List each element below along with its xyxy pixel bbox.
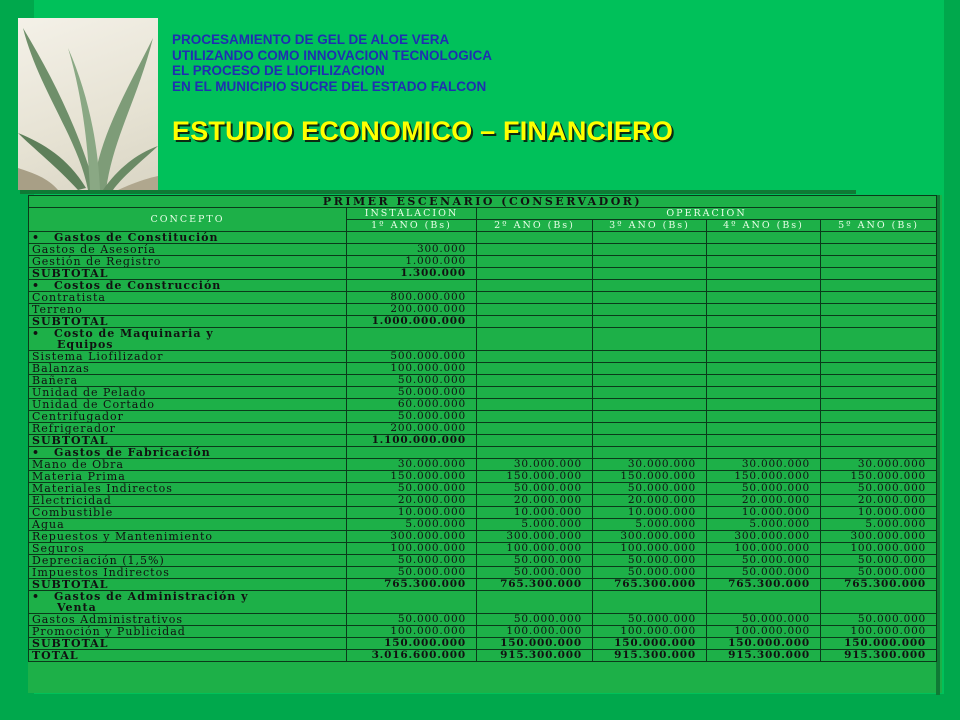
cell-operacion-year-2: 10.000.000: [477, 507, 593, 519]
cell-operacion-year-2: 150.000.000: [477, 638, 593, 650]
table-row: [29, 531, 937, 543]
cell-operacion-year-2: [477, 328, 593, 351]
cell-instalacion: 100.000.000: [347, 543, 477, 555]
cell-instalacion: 800.000.000: [347, 292, 477, 304]
cell-operacion-year-4: [707, 447, 821, 459]
cell-operacion-year-2: [477, 351, 593, 363]
cell-operacion-year-4: 50.000.000: [707, 483, 821, 495]
section-label: Gastos de Fabricación: [54, 446, 211, 459]
row-concept: Gastos de Asesoría: [29, 244, 347, 256]
cell-operacion-year-3: 915.300.000: [593, 650, 707, 662]
cell-operacion-year-2: [477, 363, 593, 375]
row-concept: [29, 328, 347, 351]
table-row: [29, 555, 937, 567]
aloe-vera-photo: [18, 18, 158, 190]
cell-operacion-year-2: [477, 280, 593, 292]
row-concept: Promoción y Publicidad: [29, 626, 347, 638]
cell-operacion-year-3: [593, 363, 707, 375]
cell-operacion-year-4: [707, 435, 821, 447]
section-label-continued: Equipos: [57, 338, 114, 351]
row-concept: Impuestos Indirectos: [29, 567, 347, 579]
cell-operacion-year-5: [821, 328, 937, 351]
row-concept: SUBTOTAL: [29, 435, 347, 447]
cell-operacion-year-3: [593, 328, 707, 351]
cell-operacion-year-4: [707, 304, 821, 316]
cell-operacion-year-5: 20.000.000: [821, 495, 937, 507]
table-row: [29, 351, 937, 363]
cell-operacion-year-4: 150.000.000: [707, 471, 821, 483]
table-row: [29, 567, 937, 579]
table-row: [29, 459, 937, 471]
cell-operacion-year-5: [821, 268, 937, 280]
cell-operacion-year-4: 50.000.000: [707, 614, 821, 626]
cell-operacion-year-3: [593, 387, 707, 399]
cell-operacion-year-5: [821, 411, 937, 423]
cell-operacion-year-3: [593, 435, 707, 447]
cell-operacion-year-4: [707, 328, 821, 351]
cell-instalacion: 20.000.000: [347, 495, 477, 507]
cell-operacion-year-4: 765.300.000: [707, 579, 821, 591]
cell-operacion-year-5: [821, 399, 937, 411]
table-row: [29, 399, 937, 411]
header-operacion: OPERACION: [477, 208, 937, 220]
cell-operacion-year-3: [593, 292, 707, 304]
cell-operacion-year-2: 100.000.000: [477, 626, 593, 638]
table-row: [29, 483, 937, 495]
cell-instalacion: 50.000.000: [347, 614, 477, 626]
table-row: [29, 495, 937, 507]
table-top-shadow: [20, 190, 856, 194]
financial-table: [28, 195, 937, 662]
cell-operacion-year-3: 100.000.000: [593, 543, 707, 555]
cell-operacion-year-4: [707, 351, 821, 363]
table-row: [29, 304, 937, 316]
header-year-3: 3º AÑO (Bs): [593, 220, 707, 232]
cell-instalacion: 50.000.000: [347, 483, 477, 495]
row-concept: Sistema Liofilizador: [29, 351, 347, 363]
row-concept: SUBTOTAL: [29, 638, 347, 650]
cell-operacion-year-4: [707, 232, 821, 244]
table-row: [29, 244, 937, 256]
cell-operacion-year-5: [821, 292, 937, 304]
row-concept: Combustible: [29, 507, 347, 519]
cell-operacion-year-5: [821, 351, 937, 363]
cell-instalacion: 100.000.000: [347, 626, 477, 638]
cell-instalacion: 3.016.600.000: [347, 650, 477, 662]
cell-operacion-year-4: [707, 411, 821, 423]
cell-operacion-year-5: [821, 387, 937, 399]
cell-operacion-year-5: [821, 591, 937, 614]
section-label-continued: Venta: [57, 601, 97, 614]
row-concept: Balanzas: [29, 363, 347, 375]
background-stripe-bottom: [0, 694, 960, 720]
bullet-icon: •: [32, 590, 41, 603]
table-row: [29, 387, 937, 399]
cell-operacion-year-3: [593, 447, 707, 459]
cell-operacion-year-5: [821, 244, 937, 256]
cell-operacion-year-3: [593, 399, 707, 411]
row-concept: Electricidad: [29, 495, 347, 507]
cell-instalacion: 1.000.000: [347, 256, 477, 268]
cell-operacion-year-5: [821, 363, 937, 375]
header-year-1: 1º AÑO (Bs): [347, 220, 477, 232]
cell-operacion-year-3: 10.000.000: [593, 507, 707, 519]
page-title: ESTUDIO ECONOMICO – FINANCIERO: [172, 116, 674, 146]
cell-operacion-year-4: 300.000.000: [707, 531, 821, 543]
cell-operacion-year-3: 50.000.000: [593, 555, 707, 567]
row-concept: Unidad de Cortado: [29, 399, 347, 411]
cell-operacion-year-5: 50.000.000: [821, 567, 937, 579]
cell-operacion-year-4: [707, 256, 821, 268]
cell-operacion-year-5: 30.000.000: [821, 459, 937, 471]
cell-operacion-year-2: 50.000.000: [477, 483, 593, 495]
header-instalacion: INSTALACION: [347, 208, 477, 220]
cell-operacion-year-3: [593, 591, 707, 614]
cell-operacion-year-4: 50.000.000: [707, 567, 821, 579]
cell-operacion-year-2: [477, 316, 593, 328]
table-row: [29, 375, 937, 387]
cell-instalacion: 500.000.000: [347, 351, 477, 363]
table-row: [29, 435, 937, 447]
section-label: Gastos de Administración y: [54, 590, 249, 603]
cell-operacion-year-4: [707, 375, 821, 387]
cell-operacion-year-5: 5.000.000: [821, 519, 937, 531]
cell-operacion-year-3: 150.000.000: [593, 638, 707, 650]
header-line-1: PROCESAMIENTO DE GEL DE ALOE VERA: [172, 32, 450, 47]
cell-operacion-year-2: [477, 447, 593, 459]
cell-operacion-year-3: 50.000.000: [593, 567, 707, 579]
cell-operacion-year-3: 5.000.000: [593, 519, 707, 531]
cell-operacion-year-3: [593, 351, 707, 363]
table-header-row: [29, 208, 937, 220]
cell-operacion-year-2: [477, 591, 593, 614]
cell-operacion-year-4: 20.000.000: [707, 495, 821, 507]
cell-operacion-year-5: 10.000.000: [821, 507, 937, 519]
cell-operacion-year-5: 50.000.000: [821, 483, 937, 495]
row-concept: Agua: [29, 519, 347, 531]
cell-instalacion: [347, 591, 477, 614]
row-concept: Centrifugador: [29, 411, 347, 423]
cell-operacion-year-2: 30.000.000: [477, 459, 593, 471]
cell-operacion-year-2: [477, 411, 593, 423]
cell-operacion-year-3: 50.000.000: [593, 614, 707, 626]
table-row: [29, 363, 937, 375]
cell-instalacion: 150.000.000: [347, 471, 477, 483]
cell-operacion-year-3: [593, 304, 707, 316]
cell-instalacion: 1.300.000: [347, 268, 477, 280]
cell-operacion-year-2: 5.000.000: [477, 519, 593, 531]
row-concept: [29, 280, 347, 292]
cell-operacion-year-2: 300.000.000: [477, 531, 593, 543]
cell-operacion-year-3: [593, 256, 707, 268]
cell-instalacion: [347, 232, 477, 244]
row-concept: Depreciación (1,5%): [29, 555, 347, 567]
cell-instalacion: 765.300.000: [347, 579, 477, 591]
cell-operacion-year-5: 100.000.000: [821, 543, 937, 555]
cell-operacion-year-5: [821, 232, 937, 244]
table-row: [29, 447, 937, 459]
cell-operacion-year-2: [477, 256, 593, 268]
row-concept: Mano de Obra: [29, 459, 347, 471]
cell-operacion-year-3: [593, 375, 707, 387]
cell-instalacion: 1.000.000.000: [347, 316, 477, 328]
cell-operacion-year-4: [707, 268, 821, 280]
table-row: [29, 316, 937, 328]
cell-operacion-year-2: 20.000.000: [477, 495, 593, 507]
cell-instalacion: 300.000.000: [347, 531, 477, 543]
table-title-row: [29, 196, 937, 208]
table-row: [29, 280, 937, 292]
cell-operacion-year-3: 765.300.000: [593, 579, 707, 591]
cell-operacion-year-3: 50.000.000: [593, 483, 707, 495]
cell-operacion-year-2: [477, 375, 593, 387]
cell-instalacion: 50.000.000: [347, 387, 477, 399]
cell-operacion-year-2: [477, 399, 593, 411]
bullet-icon: •: [32, 231, 41, 244]
cell-operacion-year-5: 50.000.000: [821, 614, 937, 626]
cell-instalacion: 200.000.000: [347, 423, 477, 435]
bullet-icon: •: [32, 446, 41, 459]
cell-operacion-year-5: [821, 316, 937, 328]
cell-instalacion: [347, 280, 477, 292]
cell-instalacion: 200.000.000: [347, 304, 477, 316]
cell-operacion-year-5: [821, 304, 937, 316]
table-row: [29, 423, 937, 435]
cell-operacion-year-5: [821, 375, 937, 387]
row-concept: [29, 591, 347, 614]
row-concept: Gastos Administrativos: [29, 614, 347, 626]
cell-operacion-year-5: 100.000.000: [821, 626, 937, 638]
row-concept: Seguros: [29, 543, 347, 555]
cell-instalacion: 100.000.000: [347, 363, 477, 375]
cell-instalacion: 50.000.000: [347, 567, 477, 579]
cell-operacion-year-4: [707, 423, 821, 435]
row-concept: Materiales Indirectos: [29, 483, 347, 495]
header-line-3: EL PROCESO DE LIOFILIZACION: [172, 63, 385, 78]
table-row: [29, 591, 937, 614]
cell-operacion-year-2: [477, 232, 593, 244]
table-row: [29, 507, 937, 519]
row-concept: Contratista: [29, 292, 347, 304]
cell-operacion-year-3: 30.000.000: [593, 459, 707, 471]
section-label: Costo de Maquinaria y: [54, 327, 214, 340]
table-row: [29, 543, 937, 555]
header-line-4: EN EL MUNICIPIO SUCRE DEL ESTADO FALCON: [172, 78, 487, 94]
cell-operacion-year-3: 150.000.000: [593, 471, 707, 483]
table-row: [29, 650, 937, 662]
bullet-icon: •: [32, 279, 41, 292]
row-concept: Terreno: [29, 304, 347, 316]
cell-operacion-year-5: 300.000.000: [821, 531, 937, 543]
cell-operacion-year-5: [821, 435, 937, 447]
cell-operacion-year-3: [593, 244, 707, 256]
table-row: [29, 471, 937, 483]
row-concept: Repuestos y Mantenimiento: [29, 531, 347, 543]
section-label: Costos de Construcción: [54, 279, 222, 292]
cell-operacion-year-2: [477, 304, 593, 316]
cell-operacion-year-2: 765.300.000: [477, 579, 593, 591]
cell-instalacion: 300.000: [347, 244, 477, 256]
cell-operacion-year-4: 10.000.000: [707, 507, 821, 519]
cell-operacion-year-2: [477, 435, 593, 447]
cell-operacion-year-2: [477, 292, 593, 304]
cell-operacion-year-4: 30.000.000: [707, 459, 821, 471]
section-label: Gastos de Constitución: [54, 231, 219, 244]
table-row: [29, 292, 937, 304]
header-year-2: 2º AÑO (Bs): [477, 220, 593, 232]
table-row: [29, 638, 937, 650]
cell-operacion-year-4: [707, 387, 821, 399]
background-stripe-right: [944, 0, 960, 720]
row-concept: [29, 447, 347, 459]
cell-operacion-year-4: 100.000.000: [707, 543, 821, 555]
row-concept: SUBTOTAL: [29, 579, 347, 591]
table-row: [29, 328, 937, 351]
cell-operacion-year-4: [707, 280, 821, 292]
row-concept: TOTAL: [29, 650, 347, 662]
cell-operacion-year-3: [593, 268, 707, 280]
table-row: [29, 411, 937, 423]
row-concept: Gestión de Registro: [29, 256, 347, 268]
cell-operacion-year-4: [707, 244, 821, 256]
cell-operacion-year-3: [593, 232, 707, 244]
row-concept: [29, 232, 347, 244]
cell-operacion-year-3: [593, 316, 707, 328]
cell-operacion-year-2: 50.000.000: [477, 555, 593, 567]
cell-operacion-year-2: [477, 387, 593, 399]
cell-operacion-year-2: [477, 244, 593, 256]
row-concept: SUBTOTAL: [29, 316, 347, 328]
cell-operacion-year-4: 150.000.000: [707, 638, 821, 650]
cell-instalacion: 50.000.000: [347, 375, 477, 387]
cell-instalacion: 50.000.000: [347, 411, 477, 423]
cell-operacion-year-4: [707, 363, 821, 375]
cell-operacion-year-4: 5.000.000: [707, 519, 821, 531]
cell-instalacion: 60.000.000: [347, 399, 477, 411]
aloe-vera-icon: [18, 18, 158, 190]
cell-instalacion: 5.000.000: [347, 519, 477, 531]
table-row: [29, 268, 937, 280]
row-concept: SUBTOTAL: [29, 268, 347, 280]
cell-operacion-year-5: [821, 423, 937, 435]
cell-operacion-year-2: 150.000.000: [477, 471, 593, 483]
cell-operacion-year-5: 150.000.000: [821, 471, 937, 483]
cell-operacion-year-2: 915.300.000: [477, 650, 593, 662]
cell-instalacion: 50.000.000: [347, 555, 477, 567]
table-title: PRIMER ESCENARIO (CONSERVADOR): [29, 196, 937, 208]
table-row: [29, 614, 937, 626]
cell-operacion-year-2: 100.000.000: [477, 543, 593, 555]
row-concept: Bañera: [29, 375, 347, 387]
cell-operacion-year-3: 20.000.000: [593, 495, 707, 507]
cell-operacion-year-5: 765.300.000: [821, 579, 937, 591]
cell-operacion-year-5: 150.000.000: [821, 638, 937, 650]
row-concept: Materia Prima: [29, 471, 347, 483]
cell-operacion-year-4: [707, 292, 821, 304]
cell-operacion-year-5: [821, 447, 937, 459]
cell-operacion-year-3: 100.000.000: [593, 626, 707, 638]
table-row: [29, 626, 937, 638]
header-year-4: 4º AÑO (Bs): [707, 220, 821, 232]
cell-operacion-year-4: 50.000.000: [707, 555, 821, 567]
cell-operacion-year-4: [707, 316, 821, 328]
cell-operacion-year-4: [707, 591, 821, 614]
cell-operacion-year-2: 50.000.000: [477, 614, 593, 626]
cell-operacion-year-4: [707, 399, 821, 411]
header-year-5: 5º AÑO (Bs): [821, 220, 937, 232]
cell-instalacion: 150.000.000: [347, 638, 477, 650]
row-concept: Unidad de Pelado: [29, 387, 347, 399]
cell-operacion-year-2: 50.000.000: [477, 567, 593, 579]
table-row: [29, 232, 937, 244]
cell-operacion-year-5: 915.300.000: [821, 650, 937, 662]
cell-instalacion: 10.000.000: [347, 507, 477, 519]
cell-operacion-year-5: [821, 280, 937, 292]
table-row: [29, 256, 937, 268]
cell-instalacion: [347, 328, 477, 351]
cell-operacion-year-5: [821, 256, 937, 268]
cell-instalacion: [347, 447, 477, 459]
cell-operacion-year-5: 50.000.000: [821, 555, 937, 567]
cell-instalacion: 30.000.000: [347, 459, 477, 471]
header-line-2: UTILIZANDO COMO INNOVACION TECNOLOGICA: [172, 47, 492, 63]
cell-operacion-year-3: [593, 411, 707, 423]
row-concept: Refrigerador: [29, 423, 347, 435]
cell-operacion-year-4: 100.000.000: [707, 626, 821, 638]
cell-instalacion: 1.100.000.000: [347, 435, 477, 447]
table-row: [29, 579, 937, 591]
table-row: [29, 519, 937, 531]
cell-operacion-year-2: [477, 268, 593, 280]
cell-operacion-year-2: [477, 423, 593, 435]
cell-operacion-year-3: [593, 423, 707, 435]
cell-operacion-year-3: [593, 280, 707, 292]
header-subtitle: [172, 32, 492, 94]
cell-operacion-year-3: 300.000.000: [593, 531, 707, 543]
bullet-icon: •: [32, 327, 41, 340]
header-concepto: CONCEPTO: [29, 208, 347, 232]
cell-operacion-year-4: 915.300.000: [707, 650, 821, 662]
